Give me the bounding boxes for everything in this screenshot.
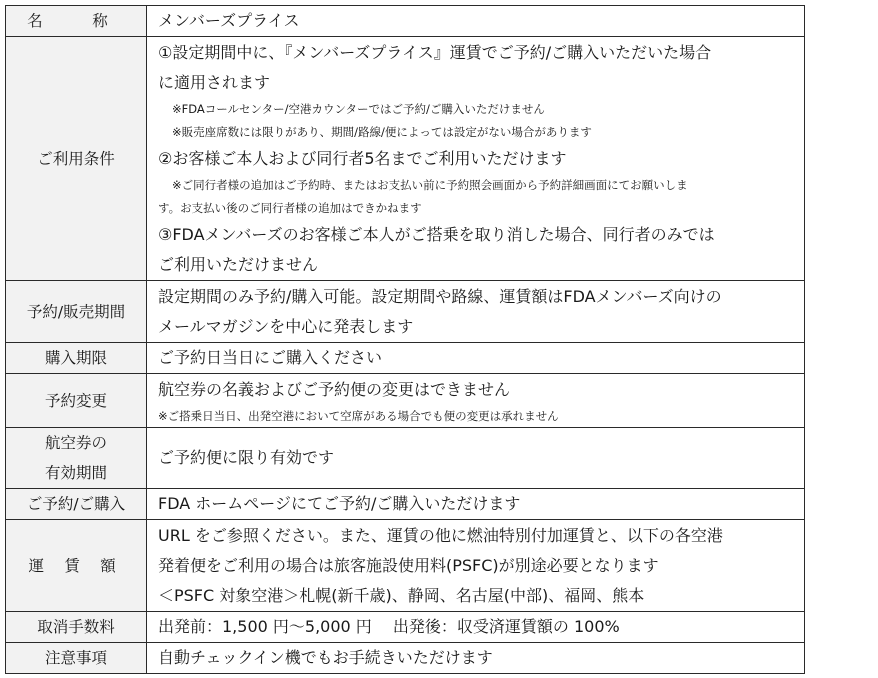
table-row [6, 428, 805, 489]
row-label-conditions: ご利用条件 [6, 37, 147, 281]
row-value-fare: URL をご参照ください。また、運賃の他に燃油特別付加運賃と、以下の各空港 発着便をご利用の場合は旅客施設使用料(PSFC)が別途必要となります ＜PSFC 対象空港＞札幌(新千歳)、静岡、名古屋(中部)、福岡、熊本 [147, 520, 805, 612]
row-label-fare: 運 賃 額 [6, 520, 147, 612]
condition-1-note-1: ※FDAコールセンター/空港カウンターではご予約/ご購入いただけません [172, 101, 545, 116]
table-row [6, 612, 805, 643]
row-label-sales-period: 予約/販売期間 [6, 281, 147, 343]
table-row [6, 6, 805, 37]
row-label-validity: 航空券の 有効期間 [6, 428, 147, 489]
row-label-name: 名 称 [6, 6, 147, 37]
row-label-booking: ご予約/ご購入 [6, 489, 147, 520]
row-value-cancellation: 出発前：1,500 円～5,000 円 出発後：収受済運賃額の 100% [147, 612, 805, 643]
table-row [6, 343, 805, 374]
row-value-notes: 自動チェックイン機でもお手続きいただけます [147, 643, 805, 674]
condition-2-line: ②お客様ご本人および同行者5名までご利用いただけます [158, 148, 567, 168]
row-value-sales-period: 設定期間のみ予約/購入可能。設定期間や路線、運賃額はFDAメンバーズ向けの メールマガジンを中心に発表します [147, 281, 805, 343]
condition-3-line-2: ご利用いただけません [158, 254, 319, 274]
row-label-changes: 予約変更 [6, 374, 147, 428]
row-label-notes: 注意事項 [6, 643, 147, 674]
condition-2-note-b: す。お支払い後のご同行者様の追加はできかねます [158, 200, 422, 215]
row-value-booking: FDA ホームページにてご予約/ご購入いただけます [147, 489, 805, 520]
fare-rules-table [5, 5, 805, 674]
condition-1-note-2: ※販売座席数には限りがあり、期間/路線/便によっては設定がない場合があります [172, 124, 592, 139]
row-value-validity: ご予約便に限り有効です [147, 428, 805, 489]
row-value-changes: 航空券の名義およびご予約便の変更はできません ※ご搭乗日当日、出発空港において空席がある場合でも便の変更は承れません [147, 374, 805, 428]
row-value-purchase-deadline: ご予約日当日にご購入ください [147, 343, 805, 374]
table-row [6, 643, 805, 674]
table-row [6, 37, 805, 281]
condition-3-line-1: ③FDAメンバーズのお客様ご本人がご搭乗を取り消した場合、同行者のみでは [158, 224, 715, 244]
condition-2-note-a: ※ご同行者様の追加はご予約時、またはお支払い前に予約照会画面から予約詳細画面にてお願いしま [172, 177, 688, 192]
table-row [6, 374, 805, 428]
row-label-purchase-deadline: 購入期限 [6, 343, 147, 374]
condition-1-line-2: に適用されます [158, 72, 271, 92]
table-row [6, 281, 805, 343]
row-value-name: メンバーズプライス [147, 6, 805, 37]
table-row [6, 520, 805, 612]
condition-1-line-1: ①設定期間中に、『メンバーズプライス』運賃でご予約/ご購入いただいた場合 [158, 42, 712, 62]
row-label-cancellation: 取消手数料 [6, 612, 147, 643]
row-value-conditions [147, 37, 805, 281]
table-row [6, 489, 805, 520]
